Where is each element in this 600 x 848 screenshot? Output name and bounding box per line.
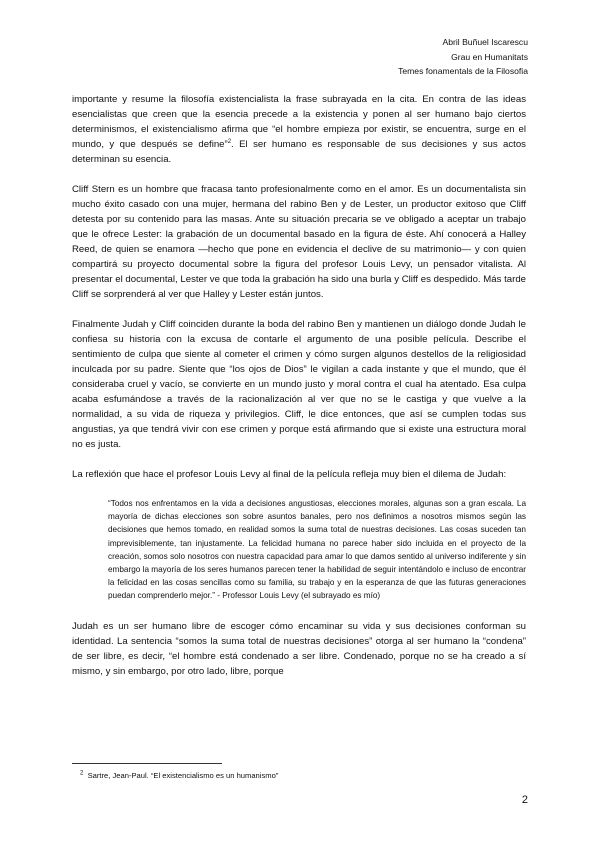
- footnote-number: 2: [80, 770, 84, 777]
- footnote-ref: 2: [227, 138, 232, 145]
- block-quote: [108, 497, 526, 603]
- document-body: [72, 92, 526, 694]
- quote-text: “Todos nos enfrentamos en la vida a decisiones angustiosas, elecciones morales, algunas son a gran escala. La mayoría de dichas elecciones son sobre asuntos banales, pero nos definimos a nosotros mismos según las decisiones que hemos tomado, en realidad somos la suma total de nuestras decisiones. Las cosas suceden tan imprevisiblemente, tan injustamente. La felicidad humana no parece haber sido incluida en el proyecto de la creación, somos solo nosotros con nuestra capacidad para amar lo que damos sentido al universo indiferente y sin embargo la mayoría de los seres humanos parecen tener la habilidad de seguir intentándolo e incluso de encontrar la felicidad en las cosas sencillas como su familia, su trabajo y en la esperanza de que las futuras generaciones puedan comprenderlo mejor.”: [108, 499, 526, 601]
- paragraph-existentialism: [72, 92, 526, 167]
- page-number: 2: [521, 794, 528, 806]
- paragraph-text-end: . El ser humano es responsable de sus decisiones y sus actos determinan su esencia.: [72, 139, 526, 165]
- paragraph-reflection-intro: La reflexión que hace el profesor Louis Levy al final de la película refleja muy bien el dilema de Judah:: [72, 469, 507, 480]
- course-name: Temes fonamentals de la Filosofia: [398, 66, 528, 76]
- footnote-divider: [72, 763, 222, 764]
- paragraph-judah-cliff: Finalmente Judah y Cliff coinciden durante la boda del rabino Ben y mantienen un diálogo donde Judah le confiesa su historia con la excusa de contarle el argumento de una posible película. Describe el sentimiento de culpa que siente al cometer el crimen y cómo surgen algunos destellos de la religiosidad inculcada por su padre. Siente que “los ojos de Dios” le vigilan a cada instante y que el mundo, que él consideraba cruel y vacío, se convierte en un mundo justo y moral contra el cual ha atentado. Esa culpa acaba esfumándose a través de la racionalización al ver que no se le castiga y que vuelve a la normalidad, a su vida de riqueza y privilegios. Cliff, le dice entonces, que así se cumplen todas sus angustias, ya que tendrá vivir con ese crimen y porque está afirmando que si existe una estructura moral no es justa.: [72, 319, 526, 450]
- quote-attribution: - Professor Louis Levy (el subrayado es mío): [214, 591, 381, 601]
- footnote-text: Sartre, Jean-Paul. “El existencialismo es un humanismo”: [87, 771, 279, 780]
- paragraph-cliff-stern: Cliff Stern es un hombre que fracasa tanto profesionalmente como en el amor. Es un documentalista sin mucho éxito casado con una mujer, hermana del rabino Ben y de Lester, un productor exitoso que Cliff detesta por su contenido para las masas. Ante su situación precaria se ve obligado a aceptar un trabajo que le ofrece Lester: la grabación de un documental basado en la figura de éste. Ahí conocerá a Halley Reed, de quien se enamora —hecho que pone en evidencia el declive de su matrimonio— y con quien compartirá su proyecto documental sobre la figura del profesor Louis Levy, un pensador vitalista. Al presentar el documental, Lester ve que toda la grabación ha sido una burla y Cliff es despedido. Más tarde Cliff se sorprenderá al ver que Halley y Lester están juntos.: [72, 184, 526, 300]
- footnote: [80, 770, 278, 781]
- page-header: [398, 35, 528, 79]
- author-name: Abril Buñuel Iscarescu: [442, 37, 528, 47]
- paragraph-judah-freedom: Judah es un ser humano libre de escoger cómo encaminar su vida y sus decisiones conforman su identidad. La sentencia “somos la suma total de nuestras decisiones” otorga al ser humano la “condena” de ser libre, es decir, “el hombre está condenado a ser libre. Condenado, porque no se ha creado a sí mismo, y sin embargo, por otro lado, libre, porque: [72, 620, 526, 677]
- degree-name: Grau en Humanitats: [451, 51, 528, 62]
- paragraph-text: importante y resume la filosofía existencialista la frase subrayada en la cita. En contra de las ideas esencialistas que creen que la esencia precede a la existencia y ponen al ser humano bajo ciertos determinismos, el existencialismo afirma que “el hombre empieza por existir, se encuentra, surge en el mundo, y que después se define”: [72, 94, 526, 150]
